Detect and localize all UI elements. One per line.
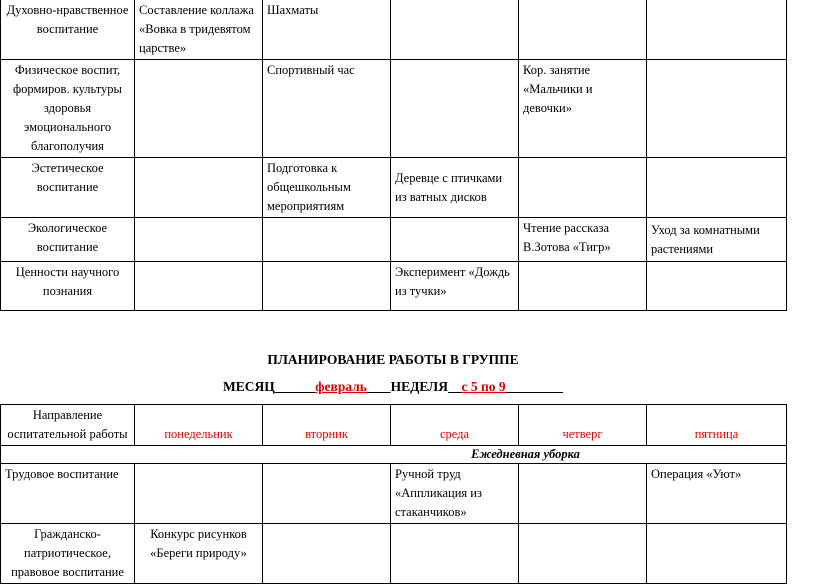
direction-cell: Гражданско-патриотическое, правовое воспитание: [1, 524, 135, 584]
friday-cell: [647, 0, 787, 60]
header-direction: Направление оспитательной работы: [1, 405, 135, 446]
month-label: МЕСЯЦ: [222, 379, 275, 394]
direction-cell: Духовно-нравственное воспитание: [1, 0, 135, 60]
tuesday-cell: Подготовка к общешкольным мероприятиям: [263, 158, 391, 218]
wednesday-cell: Эксперимент «Дождь из тучки»: [391, 262, 519, 311]
monday-cell: [135, 158, 263, 218]
friday-cell: [647, 60, 787, 158]
table-row: [1, 262, 787, 311]
table-row: [1, 60, 787, 158]
wednesday-cell: [391, 218, 519, 262]
header-tuesday: вторник: [263, 405, 391, 446]
tuesday-cell: [263, 262, 391, 311]
header-wednesday: среда: [391, 405, 519, 446]
header-thursday: четверг: [519, 405, 647, 446]
week-label: НЕДЕЛЯ: [390, 379, 448, 394]
wednesday-cell: Деревце с птичками из ватных дисков: [391, 158, 519, 218]
wednesday-cell: [391, 60, 519, 158]
daily-note: Ежедневная уборка: [1, 446, 787, 464]
wednesday-cell: [391, 0, 519, 60]
wednesday-cell: Ручной труд «Аппликация из стаканчиков»: [391, 464, 519, 524]
table-header-row: [1, 405, 787, 446]
friday-cell: [647, 262, 787, 311]
monday-cell: [135, 60, 263, 158]
table-row: [1, 158, 787, 218]
header-friday: пятница: [647, 405, 787, 446]
monday-cell: [135, 218, 263, 262]
thursday-cell: [519, 158, 647, 218]
header-monday: понедельник: [135, 405, 263, 446]
wednesday-cell: [391, 524, 519, 584]
direction-cell: Трудовое воспитание: [1, 464, 135, 524]
direction-cell: Эстетическое воспитание: [1, 158, 135, 218]
thursday-cell: [519, 262, 647, 311]
thursday-cell: Кор. занятие «Мальчики и девочки»: [519, 60, 647, 158]
friday-cell: [647, 158, 787, 218]
table-row: [1, 524, 787, 584]
thursday-cell: [519, 0, 647, 60]
friday-cell: Уход за комнатными растениями: [647, 218, 787, 262]
thursday-cell: [519, 524, 647, 584]
week-value: с 5 по 9: [461, 379, 506, 394]
weekly-plan-table: [0, 404, 787, 584]
month-value: февраль: [315, 379, 367, 394]
monday-cell: Составление коллажа «Вовка в тридевятом царстве»: [135, 0, 263, 60]
direction-cell: Ценности научного познания: [1, 262, 135, 311]
daily-note-row: [1, 446, 787, 464]
table-row: [1, 0, 787, 60]
table-row: [1, 464, 787, 524]
direction-cell: Экологическое воспитание: [1, 218, 135, 262]
direction-cell: Физическое воспит, формиров. культуры здоровья эмоционального благополучия: [1, 60, 135, 158]
monday-cell: [135, 262, 263, 311]
tuesday-cell: [263, 218, 391, 262]
tuesday-cell: [263, 524, 391, 584]
friday-cell: Операция «Уют»: [647, 464, 787, 524]
tuesday-cell: Спортивный час: [263, 60, 391, 158]
monday-cell: Конкурс рисунков «Береги природу»: [135, 524, 263, 584]
page-title: ПЛАНИРОВАНИЕ РАБОТЫ В ГРУППЕ: [267, 352, 519, 367]
thursday-cell: [519, 464, 647, 524]
month-week-line: [0, 377, 786, 396]
thursday-cell: Чтение рассказа В.Зотова «Тигр»: [519, 218, 647, 262]
monday-cell: [135, 464, 263, 524]
tuesday-cell: Шахматы: [263, 0, 391, 60]
table-row: [1, 218, 787, 262]
friday-cell: [647, 524, 787, 584]
tuesday-cell: [263, 464, 391, 524]
